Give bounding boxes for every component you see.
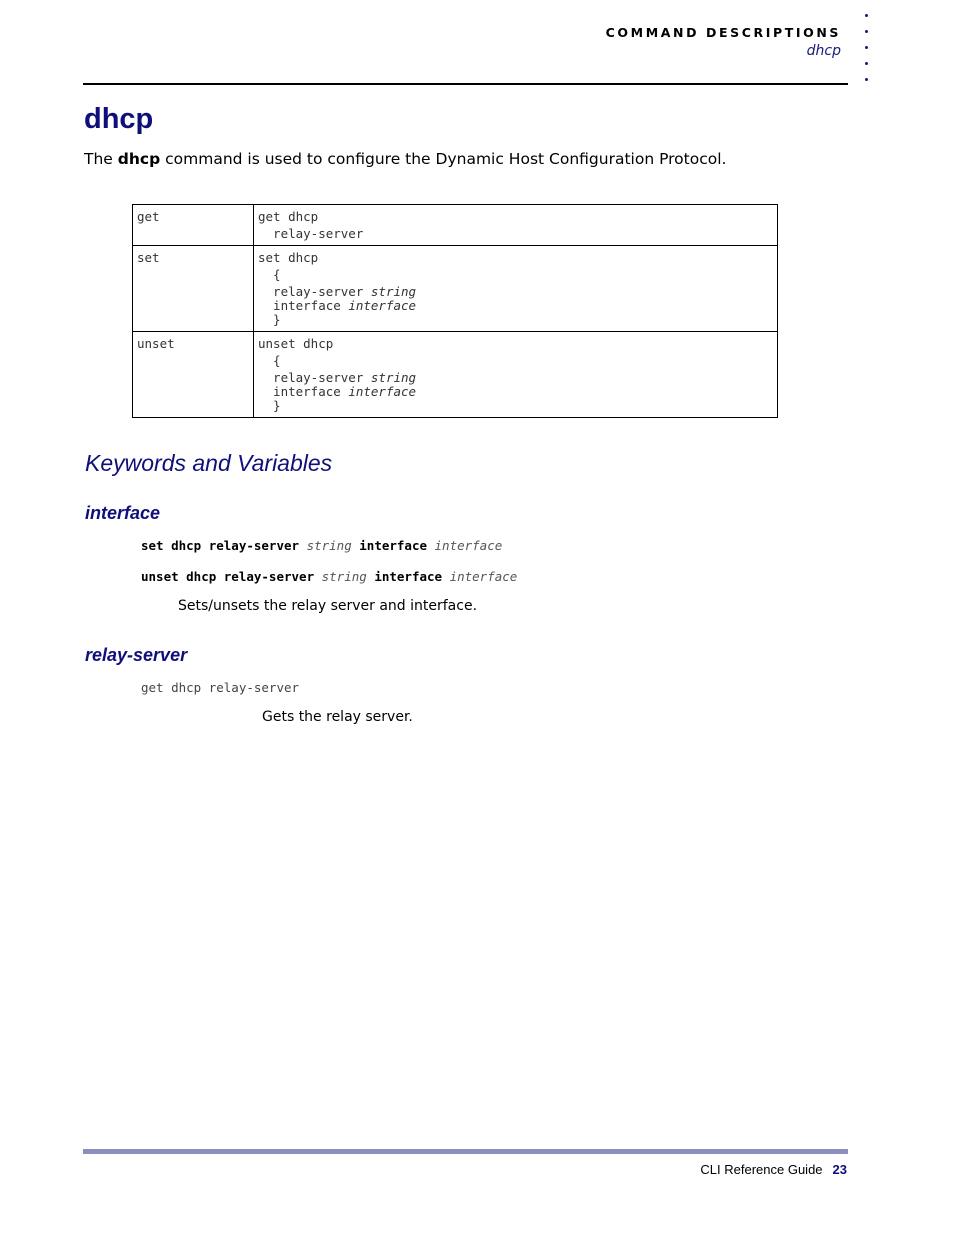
footer bbox=[700, 1162, 847, 1177]
intro-prefix: The bbox=[84, 150, 118, 168]
syntax-line bbox=[258, 266, 773, 283]
syntax-line bbox=[258, 297, 773, 311]
set-command-example bbox=[141, 538, 502, 553]
set-cmd-keyword-2: interface bbox=[359, 538, 427, 553]
syntax-line-argument: string bbox=[370, 284, 417, 299]
unset-cmd-keyword-2: interface bbox=[374, 569, 443, 584]
syntax-line-text: relay-server bbox=[258, 226, 364, 241]
syntax-line bbox=[258, 283, 773, 297]
syntax-line-text: get dhcp bbox=[258, 209, 319, 224]
syntax-line-text: { bbox=[258, 353, 281, 368]
syntax-line bbox=[258, 397, 773, 414]
syntax-action-cell: set bbox=[133, 246, 254, 332]
syntax-line bbox=[258, 383, 773, 397]
relay-server-heading: relay-server bbox=[85, 645, 188, 665]
interface-description: Sets/unsets the relay server and interface. bbox=[178, 598, 478, 614]
unset-command-example bbox=[141, 569, 517, 584]
syntax-line bbox=[258, 335, 773, 352]
set-cmd-var-1: string bbox=[306, 538, 352, 553]
header-rule bbox=[83, 83, 848, 85]
syntax-line bbox=[258, 311, 773, 328]
syntax-action-cell: get bbox=[133, 205, 254, 246]
syntax-line-text: interface bbox=[258, 298, 349, 313]
syntax-line-text: relay-server bbox=[258, 284, 371, 299]
interface-heading: interface bbox=[85, 503, 161, 523]
relay-server-description: Gets the relay server. bbox=[262, 709, 413, 725]
header-dot-decoration bbox=[865, 14, 871, 94]
syntax-line-text: unset dhcp bbox=[258, 336, 334, 351]
running-header-subsection: dhcp bbox=[806, 43, 841, 59]
syntax-line bbox=[258, 208, 773, 225]
intro-command: dhcp bbox=[117, 150, 161, 168]
footer-rule bbox=[83, 1149, 848, 1154]
unset-cmd-keyword: unset dhcp relay-server bbox=[141, 569, 315, 584]
syntax-line-argument: interface bbox=[348, 298, 417, 313]
syntax-usage-cell bbox=[254, 332, 778, 418]
page-title: dhcp bbox=[84, 103, 154, 135]
syntax-usage-cell bbox=[254, 246, 778, 332]
unset-cmd-var-2: interface bbox=[449, 569, 518, 584]
set-cmd-keyword: set dhcp relay-server bbox=[141, 538, 300, 553]
syntax-line bbox=[258, 352, 773, 369]
syntax-line-text: interface bbox=[258, 384, 349, 399]
syntax-line-argument: string bbox=[370, 370, 417, 385]
syntax-action-cell: unset bbox=[133, 332, 254, 418]
intro-suffix: command is used to configure the Dynamic Host Configuration Protocol. bbox=[160, 150, 727, 168]
syntax-line-text: set dhcp bbox=[258, 250, 319, 265]
keywords-heading: Keywords and Variables bbox=[85, 450, 333, 476]
page-number: 23 bbox=[832, 1162, 847, 1177]
syntax-line-text: } bbox=[258, 312, 281, 327]
syntax-table bbox=[132, 204, 778, 418]
relay-server-command-example: get dhcp relay-server bbox=[141, 680, 300, 695]
unset-cmd-var-1: string bbox=[321, 569, 367, 584]
syntax-line bbox=[258, 225, 773, 242]
syntax-line-text: } bbox=[258, 398, 281, 413]
syntax-usage-cell bbox=[254, 205, 778, 246]
syntax-line bbox=[258, 369, 773, 383]
syntax-line-text: { bbox=[258, 267, 281, 282]
running-header-section: COMMAND DESCRIPTIONS bbox=[605, 25, 841, 40]
footer-guide-title: CLI Reference Guide bbox=[700, 1162, 823, 1177]
syntax-row-unset bbox=[133, 332, 778, 418]
syntax-line bbox=[258, 249, 773, 266]
intro-paragraph bbox=[84, 150, 726, 168]
syntax-line-text: relay-server bbox=[258, 370, 371, 385]
syntax-row-set bbox=[133, 246, 778, 332]
set-cmd-var-2: interface bbox=[434, 538, 503, 553]
syntax-row-get bbox=[133, 205, 778, 246]
syntax-line-argument: interface bbox=[348, 384, 417, 399]
